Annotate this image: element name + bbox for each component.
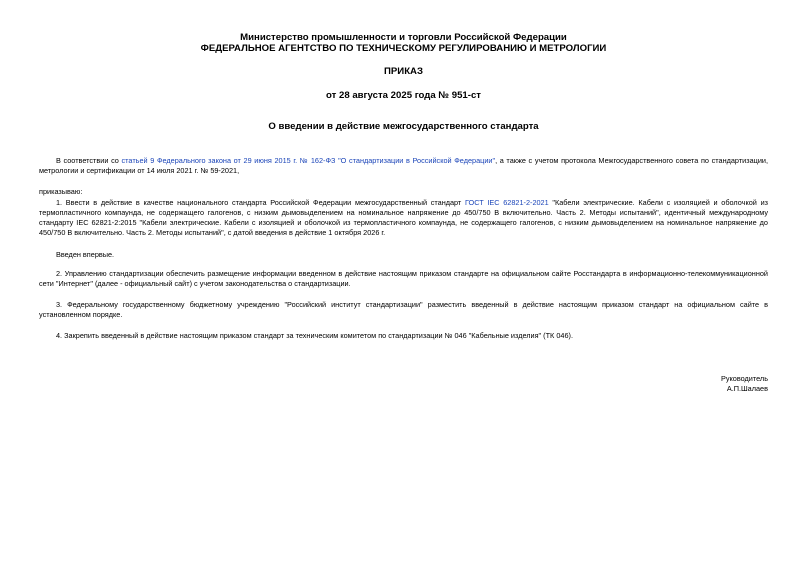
orders-label: приказываю: bbox=[39, 187, 83, 196]
preamble-suffix: , а также с учетом протокола Межгосударственного совета по стандартизации, метрологии и сертификации от 14 июля 2021 г. № 59-2021, bbox=[39, 156, 768, 175]
gost-standard-link[interactable]: ГОСТ IEC 62821-2-2021 bbox=[464, 198, 549, 207]
introduced-first-note: Введен впервые. bbox=[56, 250, 115, 259]
document-title: О введении в действие межгосударственного стандарта bbox=[268, 121, 539, 132]
signatory-name: А.П.Шалаев bbox=[726, 384, 768, 393]
item1-suffix: "Кабели электрические. Кабели с изоляцией и оболочкой из термопластичного компаунда, не содержащего галогенов, с низким дымовыделением на номинальное напряжение до 450/750 В включительно. Часть 2. Методы испытаний", идентичный международному стандарту IEC 62821-2:2015 "Кабели электрические. Кабели с изоляцией и оболочкой из термопластичного компаунда, не содержащего галогенов, с низким дымовыделением на номинальное напряжение до 450/750 В включительно. Часть 2. Методы испытаний", с датой введения в действие 1 октября 2026 г. bbox=[39, 198, 768, 237]
order-item-4: 4. Закрепить введенный в действие настоящим приказом стандарт за техническим комитетом по стандартизации № 046 "Кабельные изделия" (ТК 046). bbox=[56, 331, 573, 340]
preamble-prefix: В соответствии со bbox=[56, 156, 122, 165]
preamble-paragraph bbox=[39, 156, 768, 176]
item1-prefix: 1. Ввести в действие в качестве национального стандарта Российской Федерации межгосударственный стандарт bbox=[56, 198, 465, 207]
order-item-2: 2. Управлению стандартизации обеспечить размещение информации введенном в действие настоящим приказом стандарте на официальном сайте Росстандарта в информационно-телекоммуникационной сети "Интернет" (далее - официальный сайт) с учетом законодательства о стандартизации. bbox=[39, 269, 768, 288]
order-item-3: 3. Федеральному государственному бюджетному учреждению "Российский институт стандартизации" разместить введенный в действие настоящим приказом стандарт на официальном сайте в установленном порядке. bbox=[39, 300, 768, 319]
agency-name: ФЕДЕРАЛЬНОЕ АГЕНТСТВО ПО ТЕХНИЧЕСКОМУ РЕГУЛИРОВАНИЮ И МЕТРОЛОГИИ bbox=[200, 43, 607, 54]
signatory-role: Руководитель bbox=[720, 374, 768, 383]
order-item-1 bbox=[39, 198, 768, 238]
document-date-number: от 28 августа 2025 года № 951-ст bbox=[326, 90, 481, 101]
federal-law-link[interactable]: статьей 9 Федерального закона от 29 июня 2015 г. № 162-ФЗ "О стандартизации в Российской Федерации" bbox=[121, 156, 496, 165]
ministry-name: Министерство промышленности и торговли Российской Федерации bbox=[240, 32, 567, 43]
document-type: ПРИКАЗ bbox=[384, 66, 423, 77]
